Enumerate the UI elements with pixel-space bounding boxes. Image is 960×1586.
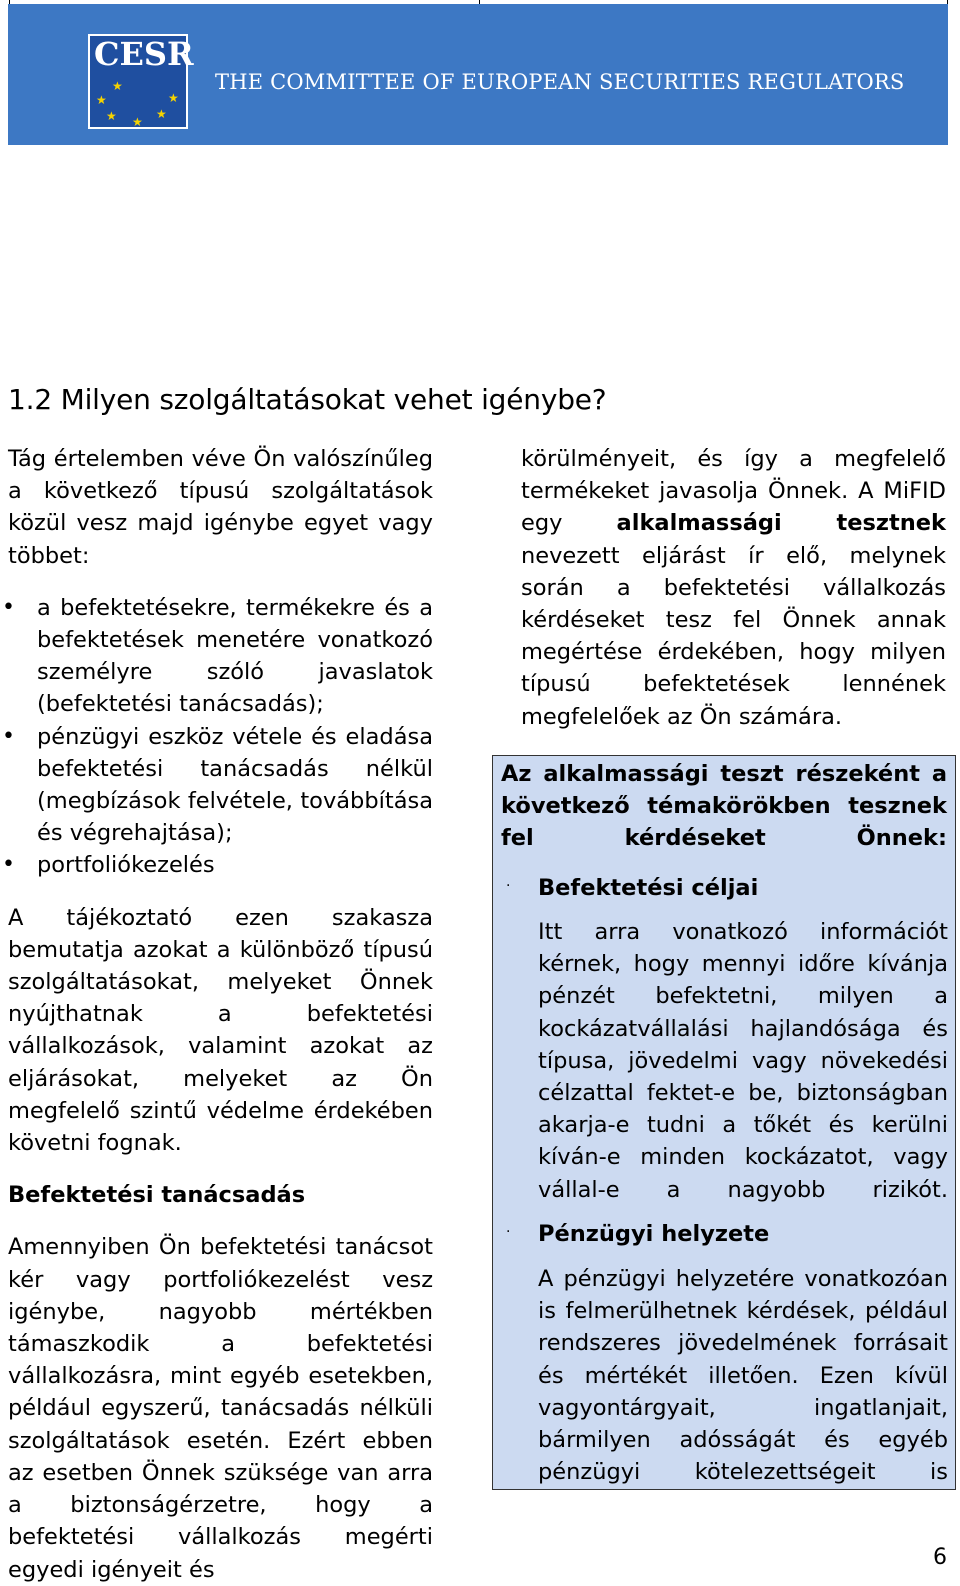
- organization-title: THE COMMITTEE OF EUROPEAN SECURITIES REGULATORS: [215, 70, 905, 94]
- bullet-icon: ·: [506, 1224, 511, 1240]
- right-column: [521, 443, 946, 733]
- section-heading: 1.2 Milyen szolgáltatásokat vehet igénybe?: [8, 383, 607, 416]
- star-icon: ★: [112, 79, 123, 93]
- star-icon: ★: [96, 93, 107, 107]
- star-icon: ★: [106, 109, 117, 123]
- cesr-logo: [88, 34, 194, 129]
- bullet-icon: •: [2, 852, 15, 878]
- header-banner: [8, 4, 948, 145]
- suitability-paragraph: körülményeit, és így a megfelelő termékeket javasolja Önnek. A MiFID egy alkalmassági tesztnek nevezett eljárást ír elő, melynek során a befektetési vállalkozás kérdéseket tesz fel Önnek annak megértése érdekében, hogy milyen típusú befektetések lennének megfelelőek az Ön számára.: [521, 446, 946, 730]
- box-item-heading: Pénzügyi helyzete: [538, 1221, 770, 1247]
- service-list: [2, 592, 433, 882]
- box-item-heading: Befektetési céljai: [538, 875, 759, 901]
- suitability-box: [492, 755, 956, 1490]
- box-title: Az alkalmassági teszt részeként a következő témakörökben tesznek fel kérdéseket Önnek:: [501, 761, 947, 852]
- bullet-icon: •: [2, 723, 15, 749]
- box-item-text: Itt arra vonatkozó információt kérnek, hogy mennyi időre kívánja pénzét befektetni, milyen a kockázatvállalási hajlandósága és típusa, jövedelmi vagy növekedési célzattal fektet-e be, biztonságban akarja-e tudni a tőkét és kerülni kíván-e minden kockázatot, vagy vállal-e a nagyobb rizikót.: [538, 919, 948, 1203]
- logo-text: CESR: [94, 35, 194, 73]
- overview-paragraph: A tájékoztató ezen szakasza bemutatja azokat a különböző típusú szolgáltatásokat, melyeket Önnek nyújthatnak a befektetési vállalkozások, valamint azokat az eljárásokat, melyeket az Ön megfelelő szintű védelme érdekében követni fognak.: [8, 904, 433, 1157]
- list-item: • pénzügyi eszköz vétele és eladása befektetési tanácsadás nélkül (megbízások felvétele, továbbítása és végrehajtása);: [8, 721, 433, 850]
- list-item: • portfoliókezelés: [8, 849, 433, 881]
- suitability-test-term: alkalmassági tesztnek: [616, 510, 946, 537]
- list-item: • a befektetésekre, termékekre és a befektetések menetére vonatkozó személyre szóló javaslatok (befektetési tanácsadás);: [8, 592, 433, 721]
- bullet-icon: •: [2, 594, 15, 620]
- advice-paragraph: Amennyiben Ön befektetési tanácsot kér vagy portfoliókezelést vesz igénybe, nagyobb mértékben támaszkodik a befektetési vállalkozásra, mint egyéb esetekben, például egyszerű, tanácsadás nélküli szolgáltatások esetén. Ezért ebben az esetben Önnek szüksége van arra a biztonságérzetre, hogy a befektetési vállalkozás megérti egyedi igényeit és: [8, 1234, 433, 1583]
- bullet-icon: ·: [506, 878, 511, 894]
- star-icon: ★: [168, 91, 179, 105]
- intro-paragraph: Tág értelemben véve Ön valószínűleg a következő típusú szolgáltatások közül vesz majd igénybe egyet vagy többet:: [8, 446, 433, 569]
- page-number: 6: [933, 1545, 947, 1570]
- star-icon: ★: [132, 115, 143, 129]
- subheading: Befektetési tanácsadás: [8, 1182, 306, 1209]
- left-column: [2, 443, 433, 1586]
- star-icon: ★: [156, 107, 167, 121]
- box-item-text: A pénzügyi helyzetére vonatkozóan is felmerülhetnek kérdések, például rendszeres jövedelmének forrásait és mértékét illetően. Ezen kívül vagyontárgyait, ingatlanjait, bármilyen adósságát és egyéb pénzügyi kötelezettségeit is: [538, 1266, 948, 1486]
